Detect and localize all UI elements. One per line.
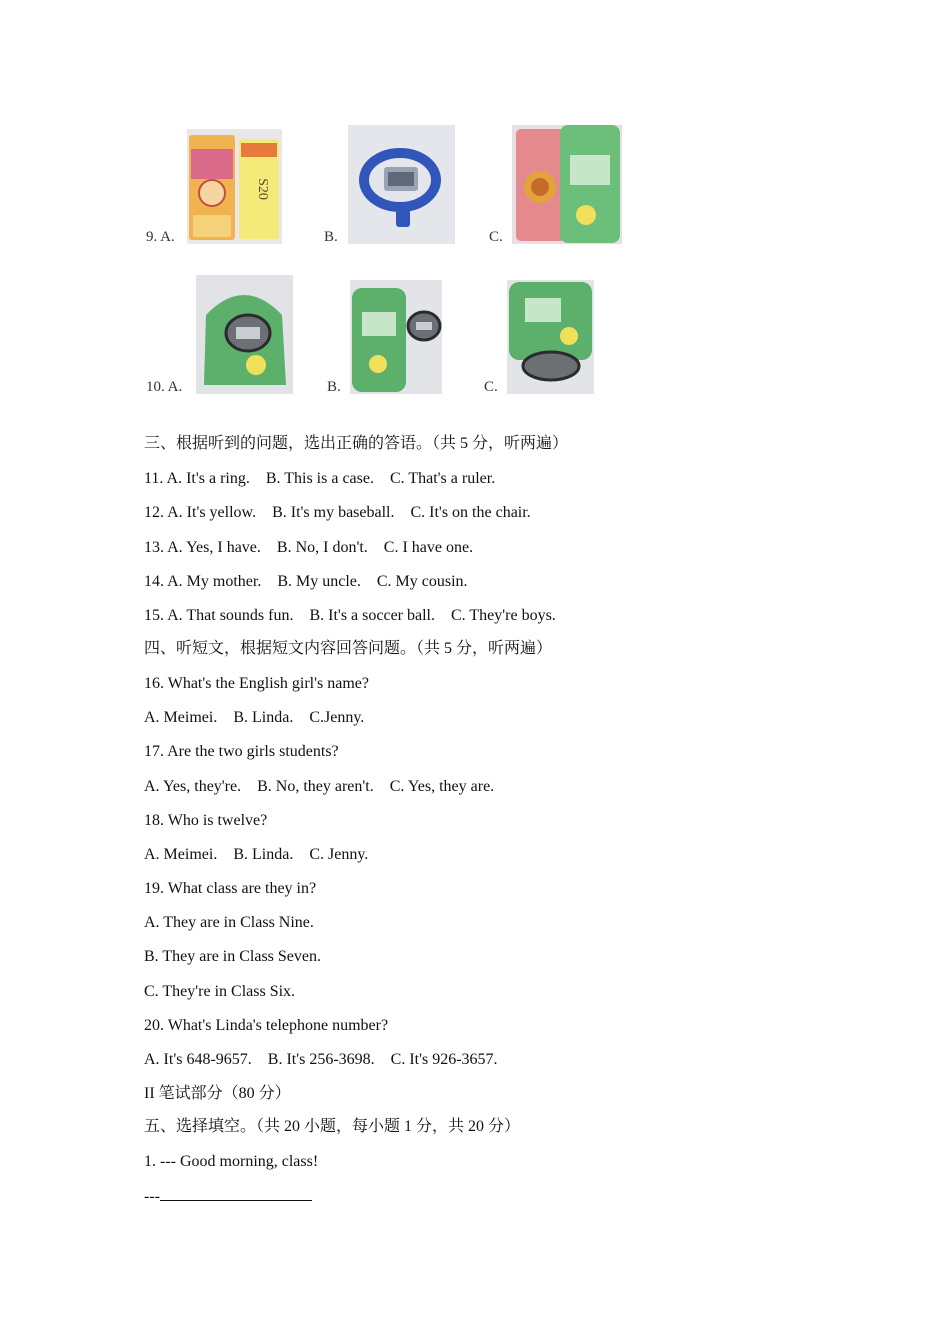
question-12: 12. A. It's yellow. B. It's my baseball. C. It's on the chair.: [144, 504, 531, 521]
part-2-heading: II 笔试部分（80 分）: [144, 1085, 291, 1102]
question-19-option-a: A. They are in Class Nine.: [144, 914, 314, 931]
question-16: 16. What's the English girl's name?: [144, 675, 369, 692]
q10-label-b: B.: [327, 379, 341, 395]
q10-image-a-pencil-case-with-watch: [196, 275, 293, 394]
svg-text:S20: S20: [255, 178, 270, 200]
q10-label-c: C.: [484, 379, 498, 395]
q10-image-b-pencil-case-beside-watch: [350, 280, 442, 394]
q9-image-a-erasers: [187, 129, 282, 244]
question-9-pictures: [144, 118, 664, 248]
q9-label-b: B.: [324, 229, 338, 245]
question-13: 13. A. Yes, I have. B. No, I don't. C. I have one.: [144, 539, 474, 556]
question-20-options: A. It's 648-9657. B. It's 256-3698. C. It's 926-3657.: [144, 1051, 498, 1068]
question-17-options: A. Yes, they're. B. No, they aren't. C. Yes, they are.: [144, 778, 495, 795]
section-4-heading: 四、听短文，根据短文内容回答问题。（共 5 分，听两遍）: [144, 640, 553, 657]
question-17: 17. Are the two girls students?: [144, 743, 339, 760]
question-11: 11. A. It's a ring. B. This is a case. C. That's a ruler.: [144, 470, 496, 487]
written-question-1: 1. --- Good morning, class!: [144, 1153, 319, 1170]
section-3-heading: 三、根据听到的问题，选出正确的答语。（共 5 分，听两遍）: [144, 435, 569, 452]
q9-label-a: 9. A.: [146, 229, 175, 245]
question-16-options: A. Meimei. B. Linda. C.Jenny.: [144, 709, 365, 726]
question-14: 14. A. My mother. B. My uncle. C. My cousin.: [144, 573, 468, 590]
answer-prefix: ---: [144, 1188, 160, 1205]
section-5-heading: 五、选择填空。（共 20 小题，每小题 1 分，共 20 分）: [144, 1118, 521, 1135]
q9-label-c: C.: [489, 229, 503, 245]
answer-blank: [160, 1186, 312, 1201]
question-19-option-c: C. They're in Class Six.: [144, 983, 296, 1000]
q10-image-c-watch-under-pencil-case: [507, 280, 594, 394]
q9-image-b-sharpener: [348, 125, 455, 244]
question-18-options: A. Meimei. B. Linda. C. Jenny.: [144, 846, 369, 863]
question-19: 19. What class are they in?: [144, 880, 317, 897]
q10-label-a: 10. A.: [146, 379, 183, 395]
question-18: 18. Who is twelve?: [144, 812, 268, 829]
q9-image-c-pencil-case: [512, 125, 622, 244]
question-15: 15. A. That sounds fun. B. It's a soccer ball. C. They're boys.: [144, 607, 556, 624]
question-19-option-b: B. They are in Class Seven.: [144, 948, 322, 965]
question-10-pictures: [144, 270, 664, 400]
question-20: 20. What's Linda's telephone number?: [144, 1017, 389, 1034]
written-question-1-answer: [144, 1186, 312, 1207]
